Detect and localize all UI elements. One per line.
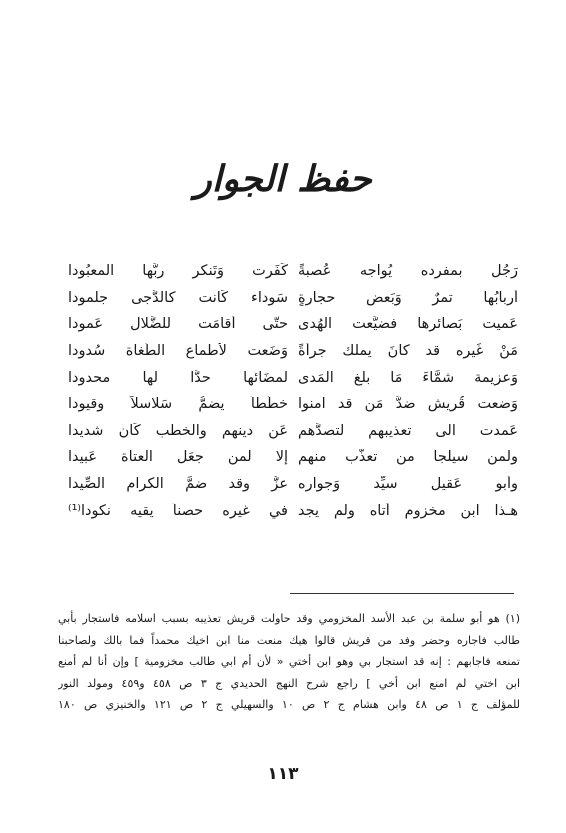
footnote-divider xyxy=(290,593,514,594)
footnote-line: طالب فاجاره وحضر وفد من قريش قالوا هيك منعت منا ابن اخيك محمداً فما بالك ولصاحبنا xyxy=(58,633,520,647)
verse-line xyxy=(68,497,518,524)
poem xyxy=(68,258,518,524)
verse-line xyxy=(68,444,518,471)
verse-second-hemistich: عزٌّ وقد ضمَّ الكرام الصِّيدا xyxy=(68,476,288,493)
verse-first-hemistich: وَعزيمة شمَّاءَ مَا بلغ المَدى xyxy=(298,369,518,386)
verse-first-hemistich: أربابُها تمرٌ وَبَعض حجارةٍ xyxy=(298,289,518,306)
verse-second-hemistich: إلا لمن جعَل العتاة عَبيدا xyxy=(68,449,288,466)
footnote-line: (١) هو أبو سلمة بن عبد الأسد المخزومي وقد حاولت قريش تعذيبه بسبب اسلامه فاستجار بأبي xyxy=(58,612,520,625)
verse-second-hemistich: في غيره حصناً يقيه نكودا⁽¹⁾ xyxy=(68,502,288,519)
verse-line xyxy=(68,285,518,312)
verse-line xyxy=(68,391,518,418)
footnote-line: للمؤلف ج ١ ص ٤٨ وابن هشام ج ٢ ص ١٠ والسهيلي ج ٢ ص ١٢١ والخنيزي ص ١٨٠ xyxy=(58,698,520,712)
page-title: حفظ الجوار xyxy=(194,158,372,200)
verse-first-hemistich: ولمن سيلجأ من تعذُّب منهم xyxy=(298,449,518,466)
footnote-line: تمنعه فاجابهم : إنه قد استجار بي وهو ابن أختي « لأن أم ابي طالب مخزومية ] وإن أنا لم أمنع xyxy=(58,655,520,669)
verse-line xyxy=(68,418,518,445)
verse-line xyxy=(68,364,518,391)
verse-first-hemistich: مَنْ غَيره قد كانَ يملك جرأةً xyxy=(298,343,518,360)
verse-second-hemistich: خطَّطاً يضمُّ سَلاسلاً وقيودا xyxy=(68,396,288,413)
verse-first-hemistich: عَميت بَصائرها فضيَّعت الهُدى xyxy=(298,316,518,333)
page-number: ١١٣ xyxy=(267,764,299,784)
verse-second-hemistich: لمضَائها حدًّا لها محدودا xyxy=(68,369,288,386)
verse-line xyxy=(68,311,518,338)
footnote-line: ابن اختي لم امنع ابن أخي ] راجع شرح النهج الحديدي ج ٣ ص ٤٥٨ و٤٥٩ ومولد النور xyxy=(58,676,520,690)
verse-line xyxy=(68,471,518,498)
verse-line xyxy=(68,338,518,365)
verse-second-hemistich: سَوداء كَانت كالدُّجى جلمودا xyxy=(68,289,288,306)
footnote xyxy=(58,608,520,716)
verse-first-hemistich: وأبو عَقيل سيِّد وَجواره xyxy=(298,476,518,493)
verse-second-hemistich: عَن دينهم والخطب كَان شديدا xyxy=(68,422,288,439)
verse-second-hemistich: كَفَرت وَتَنكر ربَّها المعبُودا xyxy=(68,263,288,280)
verse-first-hemistich: هـذا ابن مخزومٍ أتاه ولم يجد xyxy=(298,502,518,519)
verse-first-hemistich: عَمدت الى تعذيبهم لتصدَّهم xyxy=(298,422,518,439)
verse-first-hemistich: رَجُل بمفرده يُواجه عُصبةً xyxy=(298,263,518,280)
verse-first-hemistich: وَضعت قُريش ضدَّ مَن قد آمنوا xyxy=(298,396,518,413)
verse-second-hemistich: وَضَعت لأطماع الطُّغاة سُدودا xyxy=(68,343,288,360)
verse-line xyxy=(68,258,518,285)
verse-second-hemistich: حتَّى أقامَت للضَّلال عَمودا xyxy=(68,316,288,333)
